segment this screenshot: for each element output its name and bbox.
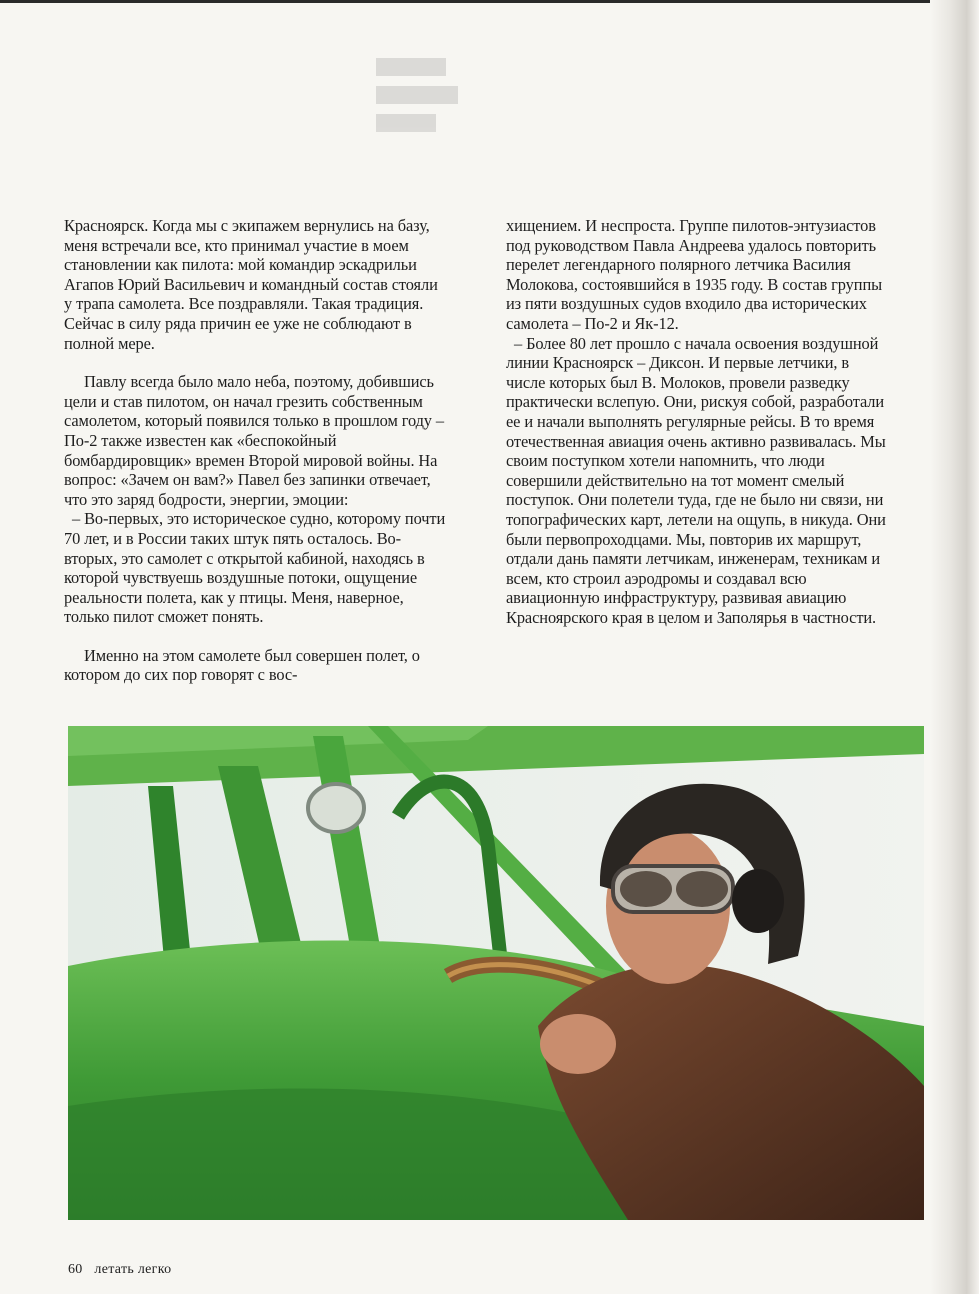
article-column-left	[64, 216, 448, 685]
page-number: 60	[68, 1262, 83, 1277]
page-footer	[68, 1262, 171, 1278]
paragraph: Павлу всегда было мало неба, поэтому, добившись цели и став пилотом, он начал грезить собственным самолетом, который появился только в прошлом году – По-2 также известен как «беспокойный бомбардировщик» времен Второй мировой войны. На вопрос: «Зачем он вам?» Павел без запинки отвечает, что это заряд бодрости, энергии, эмоции:	[64, 372, 444, 509]
pilot-photo-illustration	[68, 726, 924, 1220]
paragraph: Красноярск. Когда мы с экипажем вернулись на базу, меня встречали все, кто принимал участие в моем становлении как пилота: мой командир эскадрильи Агапов Юрий Васильевич и командный состав стояли у трапа самолета. Все поздравляли. Такая традиция. Сейчас в силу ряда причин ее уже не соблюдают в полной мере.	[64, 216, 438, 353]
bleed-through-heading	[376, 48, 458, 138]
pilot-in-cockpit-photo	[68, 726, 924, 1220]
paragraph: Именно на этом самолете был совершен полет, о котором до сих пор говорят с вос-	[64, 645, 420, 685]
paragraph: – Во-первых, это историческое судно, которому почти 70 лет, и в России таких штук пять осталось. Во-вторых, это самолет с открытой кабиной, находясь в которой чувствуешь воздушные потоки, ощущение реальности полета, как у птицы. Меня, наверное, только пилот сможет понять.	[64, 509, 446, 627]
top-edge-line	[0, 0, 979, 3]
page-gutter-shadow	[930, 0, 979, 1294]
article-column-right	[506, 216, 892, 627]
paragraph: хищением. И неспроста. Группе пилотов-энтузиастов под руководством Павла Андреева удалось повторить перелет легендарного полярного летчика Василия Молокова, состоявшийся в 1935 году. В состав группы из пяти воздушных судов входило два исторических самолета – По-2 и Як-12.	[506, 216, 883, 333]
paragraph: – Более 80 лет прошло с начала освоения воздушной линии Красноярск – Диксон. И первые летчики, в числе которых был В. Молоков, провели разведку практически вслепую. Они, рискуя собой, разработали ее и начали выполнять регулярные рейсы. В то время отечественная авиация очень активно развивалась. Мы своим поступком хотели напомнить, что люди совершили действительно на тот момент смелый поступок. Они полетели туда, где не было ни связи, ни топографических карт, летели на ощупь, в никуда. Они были первопроходцами. Мы, повторив их маршрут, отдали дань памяти летчикам, инженерам, техникам и всем, кто строил аэродромы и создавал всю авиационную инфраструктуру, развивая авиацию Красноярского края в целом и Заполярья в частности.	[506, 333, 886, 627]
magazine-title: летать легко	[94, 1262, 172, 1277]
